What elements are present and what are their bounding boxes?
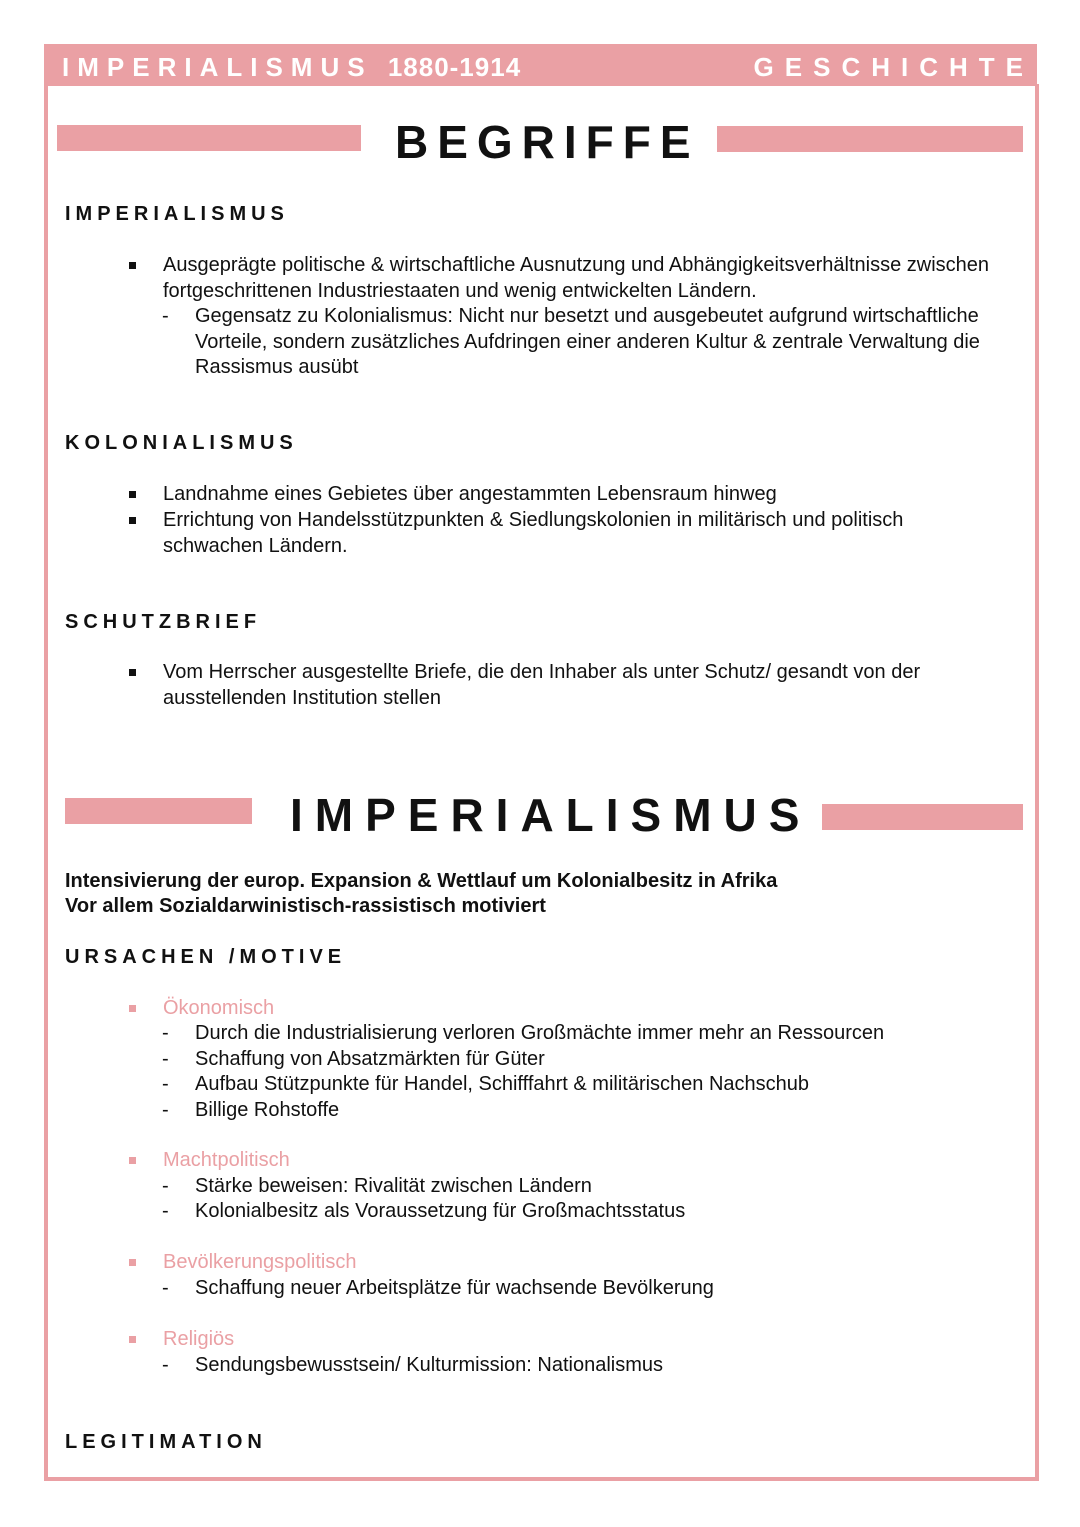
bullet-imperialismus-definition: Ausgeprägte politische & wirtschaftliche Ausnutzung und Abhängigkeitsverhältnisse zwischen fortgeschrittenen Industriestaaten und wenig entwickelten Ländern. bbox=[163, 253, 1003, 304]
title-band-right-2 bbox=[822, 804, 1023, 830]
motive-oekonomisch: Ökonomisch bbox=[163, 996, 1003, 1022]
heading-legitimation: LEGITIMATION bbox=[65, 1431, 267, 1453]
heading-kolonialismus: KOLONIALISMUS bbox=[65, 432, 298, 454]
motive-bevoelkerungspolitisch: Bevölkerungspolitisch bbox=[163, 1250, 1003, 1276]
list-item: - Schaffung neuer Arbeitsplätze für wachsende Bevölkerung bbox=[195, 1276, 995, 1302]
list-item: - Kolonialbesitz als Voraussetzung für Großmachtsstatus bbox=[195, 1199, 995, 1225]
intro-line-2: Vor allem Sozialdarwinistisch-rassistisch motiviert bbox=[65, 895, 546, 917]
header-subject: GESCHICHTE bbox=[753, 52, 1034, 82]
heading-imperialismus: IMPERIALISMUS bbox=[65, 203, 289, 225]
title-band-left bbox=[57, 125, 361, 151]
section-title-imperialismus: IMPERIALISMUS bbox=[290, 789, 812, 841]
list-item: - Sendungsbewusstsein/ Kulturmission: Nationalismus bbox=[195, 1353, 995, 1379]
bullet-schutzbrief: Vom Herrscher ausgestellte Briefe, die den Inhaber als unter Schutz/ gesandt von der ausstellenden Institution stellen bbox=[163, 660, 1003, 711]
heading-ursachen-motive: URSACHEN /MOTIVE bbox=[65, 946, 347, 968]
header-years: 1880-1914 bbox=[387, 52, 522, 82]
intro-line-1: Intensivierung der europ. Expansion & Wettlauf um Kolonialbesitz in Afrika bbox=[65, 870, 778, 892]
list-item: - Schaffung von Absatzmärkten für Güter bbox=[195, 1047, 995, 1073]
bullet-landnahme: Landnahme eines Gebietes über angestammten Lebensraum hinweg bbox=[163, 482, 1003, 508]
bullet-handelsstuetzpunkte: Errichtung von Handelsstützpunkten & Siedlungskolonien in militärisch und politisch schwachen Ländern. bbox=[163, 508, 1003, 559]
header-title-text: IMPERIALISMUS bbox=[62, 52, 373, 82]
motive-religioes: Religiös bbox=[163, 1327, 1003, 1353]
title-band-left-2 bbox=[65, 798, 252, 824]
list-item: - Billige Rohstoffe bbox=[195, 1098, 995, 1124]
title-band-right bbox=[717, 126, 1023, 152]
list-item: - Durch die Industrialisierung verloren Großmächte immer mehr an Ressourcen bbox=[195, 1021, 995, 1047]
motive-machtpolitisch: Machtpolitisch bbox=[163, 1148, 1003, 1174]
dash-kolonialismus-gegensatz: - Gegensatz zu Kolonialismus: Nicht nur besetzt und ausgebeutet aufgrund wirtschaftliche Vorteile, sondern zusätzliches Aufdringen einer anderen Kultur & zentrale Verwaltung die Rassismus ausübt bbox=[195, 304, 995, 381]
header-title bbox=[62, 52, 521, 83]
list-item: - Stärke beweisen: Rivalität zwischen Ländern bbox=[195, 1174, 995, 1200]
section-title-begriffe: BEGRIFFE bbox=[395, 116, 700, 168]
list-item: - Aufbau Stützpunkte für Handel, Schifffahrt & militärischen Nachschub bbox=[195, 1072, 995, 1098]
heading-schutzbrief: SCHUTZBRIEF bbox=[65, 611, 262, 633]
